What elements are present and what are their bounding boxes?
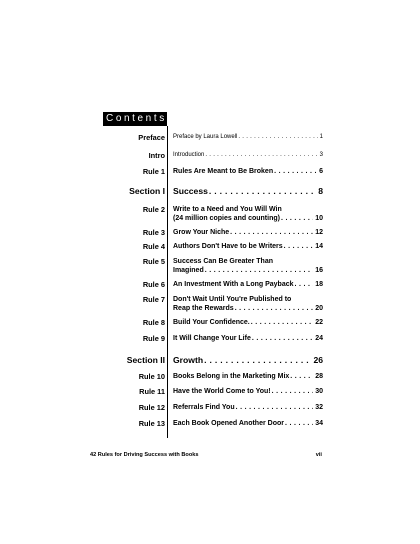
toc-text: [173, 355, 323, 365]
page-footer: [90, 452, 322, 458]
toc-page: 26: [313, 355, 323, 365]
toc-title: Grow Your Niche: [173, 229, 230, 236]
toc-title-line1: Don't Wait Until You're Published to: [173, 296, 292, 303]
toc-page: 14: [315, 243, 323, 250]
footer-page-number: vii: [315, 452, 322, 458]
toc-title: Introduction: [173, 152, 205, 158]
toc-page: 32: [315, 404, 323, 411]
toc-title: Preface by Laura Lowell: [173, 134, 238, 140]
toc-title: (24 million copies and counting): [173, 215, 280, 222]
toc-page: 28: [315, 373, 323, 380]
toc-label: Rule 9: [142, 334, 165, 343]
toc-text: [173, 318, 323, 327]
toc-title: Build Your Confidence.: [173, 319, 250, 326]
toc-label: Rule 6: [142, 280, 165, 289]
toc-label: Rule 10: [138, 372, 165, 381]
toc-page: 8: [318, 186, 323, 196]
toc-title: Reap the Rewards: [173, 305, 234, 312]
toc-page: 30: [315, 388, 323, 395]
dot-leader: [285, 419, 313, 428]
dot-leader: [295, 280, 314, 289]
dot-leader: [272, 387, 314, 396]
dot-leader: [205, 151, 317, 160]
toc-page: 34: [315, 420, 323, 427]
dot-leader: [236, 403, 314, 412]
dot-leader: [290, 372, 313, 381]
toc-label: Rule 11: [139, 387, 165, 396]
toc-title-line1: Success Can Be Greater Than: [173, 258, 273, 265]
footer-book-title: 42 Rules for Driving Success with Books: [90, 452, 199, 458]
vertical-divider: [167, 126, 168, 438]
toc-page: 12: [315, 229, 323, 236]
toc-text: [173, 419, 323, 428]
dot-leader: [284, 242, 314, 251]
toc-label: Rule 13: [138, 419, 165, 428]
toc-title: Authors Don't Have to be Writers: [173, 243, 283, 250]
toc-text: [173, 334, 323, 343]
toc-label: Rule 2: [142, 205, 165, 214]
toc-label: Rule 3: [142, 228, 165, 237]
toc-text: [173, 372, 323, 381]
toc-title: It Will Change Your Life: [173, 335, 251, 342]
dot-leader: [252, 334, 313, 343]
toc-text: [173, 295, 323, 313]
toc-label: Rule 12: [138, 403, 165, 412]
toc-text: [173, 403, 323, 412]
toc-title: Books Belong in the Marketing Mix: [173, 373, 290, 380]
dot-leader: [251, 318, 313, 327]
toc-text: [173, 387, 323, 396]
toc-title: Imagined: [173, 267, 204, 274]
toc-label: Rule 1: [142, 167, 165, 176]
toc-section-label: Section I: [129, 186, 165, 196]
toc-label: Intro: [148, 151, 165, 160]
toc-page: 16: [315, 267, 323, 274]
toc-title: Success: [173, 186, 208, 196]
toc-page: 22: [315, 319, 323, 326]
toc-page: 6: [319, 168, 323, 175]
toc-text: [173, 205, 323, 223]
toc-text: [173, 242, 323, 251]
toc-label: Rule 7: [142, 295, 165, 304]
toc-text: [173, 133, 323, 142]
toc-title: Rules Are Meant to Be Broken: [173, 168, 274, 175]
toc-page: 24: [315, 335, 323, 342]
toc-label: Rule 4: [142, 242, 165, 251]
dot-leader: [274, 167, 317, 176]
toc-page: 3: [319, 152, 323, 158]
toc-title: An Investment With a Long Payback: [173, 281, 294, 288]
dot-leader: [205, 266, 313, 275]
toc-text: [173, 228, 323, 237]
toc-label: Preface: [138, 133, 165, 142]
toc-section-label: Section II: [126, 355, 165, 365]
toc-text: [173, 167, 323, 176]
toc-text: [173, 151, 323, 160]
dot-leader: [204, 355, 311, 365]
toc-title: Have the World Come to You!: [173, 388, 271, 395]
dot-leader: [230, 228, 313, 237]
toc-text: [173, 186, 323, 196]
toc-title: Each Book Opened Another Door: [173, 420, 284, 427]
dot-leader: [209, 186, 316, 196]
toc-page: 10: [315, 215, 323, 222]
toc-page: 18: [315, 281, 323, 288]
toc-page: 1: [319, 134, 323, 140]
toc-text: [173, 257, 323, 275]
toc-label: Rule 8: [142, 318, 165, 327]
dot-leader: [235, 304, 314, 313]
dot-leader: [281, 214, 313, 223]
contents-heading: Contents: [103, 112, 167, 126]
toc-page: 20: [315, 305, 323, 312]
toc-title-line1: Write to a Need and You Will Win: [173, 206, 282, 213]
toc-label: Rule 5: [142, 257, 165, 266]
dot-leader: [238, 133, 317, 142]
toc-title: Growth: [173, 355, 204, 365]
toc-title: Referrals Find You: [173, 404, 235, 411]
toc-text: [173, 280, 323, 289]
